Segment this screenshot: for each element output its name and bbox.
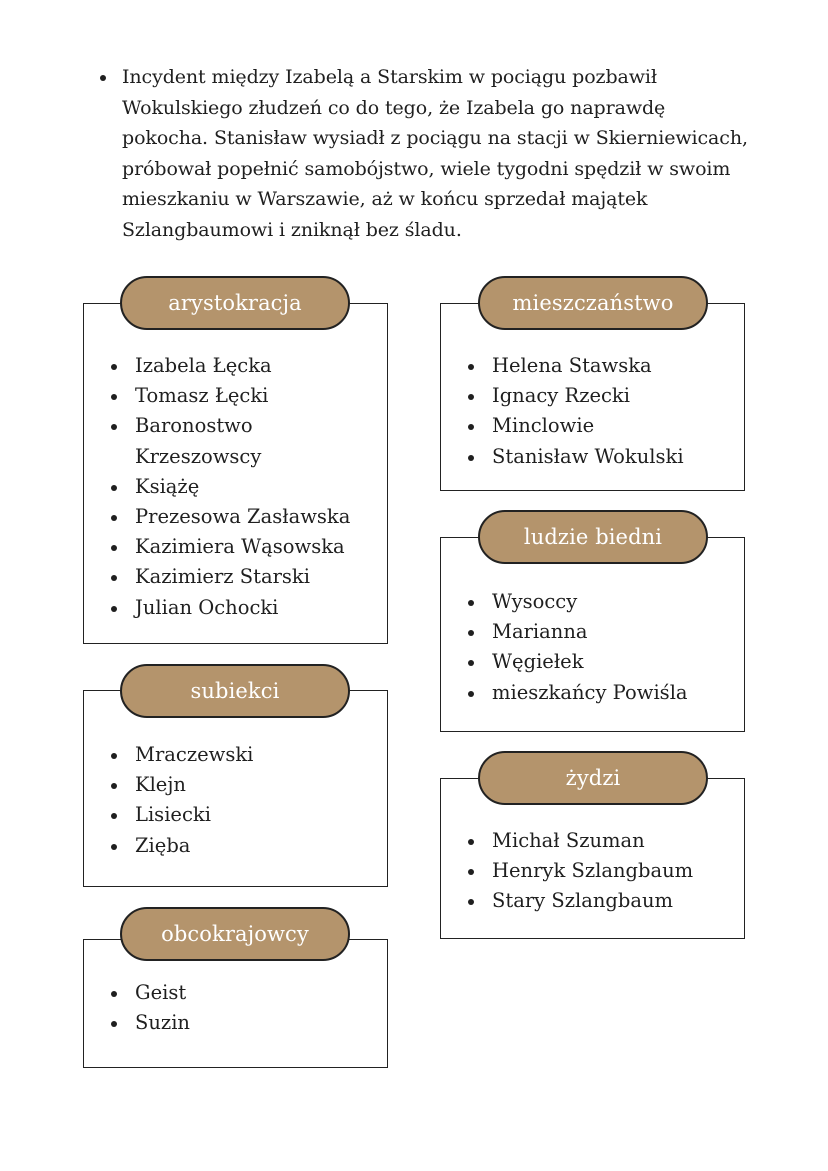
list-item: Helena Stawska bbox=[465, 351, 740, 381]
list-item: Książę bbox=[108, 472, 378, 502]
list-item: Julian Ochocki bbox=[108, 593, 378, 623]
group-items bbox=[465, 587, 740, 708]
group-items bbox=[108, 351, 378, 623]
list-item: Tomasz Łęcki bbox=[108, 381, 378, 411]
list-item: Baronostwo Krzeszowscy bbox=[108, 411, 285, 471]
list-item: Kazimierz Starski bbox=[108, 562, 378, 592]
list-item: Mraczewski bbox=[108, 740, 378, 770]
group-title-pill: subiekci bbox=[120, 664, 350, 718]
group-title-pill: mieszczaństwo bbox=[478, 276, 708, 330]
list-item: Prezesowa Zasławska bbox=[108, 502, 378, 532]
list-item: Wysoccy bbox=[465, 587, 740, 617]
list-item: Michał Szuman bbox=[465, 826, 740, 856]
group-items bbox=[465, 351, 740, 472]
group-items bbox=[108, 740, 378, 861]
list-item: Węgiełek bbox=[465, 647, 740, 677]
list-item: Lisiecki bbox=[108, 800, 378, 830]
list-item: Klejn bbox=[108, 770, 378, 800]
list-item: Minclowie bbox=[465, 411, 740, 441]
list-item: Henryk Szlangbaum bbox=[465, 856, 740, 886]
group-title-pill: ludzie biedni bbox=[478, 510, 708, 564]
group-items bbox=[108, 978, 378, 1038]
group-items bbox=[465, 826, 740, 917]
intro-paragraph: Incydent między Izabelą a Starskim w pociągu pozbawił Wokulskiego złudzeń co do tego, że Izabela go naprawdę pokocha. Stanisław wysiadł z pociągu na stacji w Skierniewicach, próbował popełnić samobójstwo, wiele tygodni spędził w swoim mieszkaniu w Warszawie, aż w końcu sprzedał majątek Szlangbaumowi i zniknął bez śladu. bbox=[98, 62, 748, 245]
list-item: Ignacy Rzecki bbox=[465, 381, 740, 411]
list-item: Marianna bbox=[465, 617, 740, 647]
list-item: mieszkańcy Powiśla bbox=[465, 678, 740, 708]
list-item: Stary Szlangbaum bbox=[465, 886, 740, 916]
group-title-pill: obcokrajowcy bbox=[120, 907, 350, 961]
intro-paragraph-list bbox=[98, 62, 748, 245]
list-item: Izabela Łęcka bbox=[108, 351, 378, 381]
list-item: Zięba bbox=[108, 831, 378, 861]
list-item: Kazimiera Wąsowska bbox=[108, 532, 378, 562]
list-item: Stanisław Wokulski bbox=[465, 442, 740, 472]
list-item: Suzin bbox=[108, 1008, 378, 1038]
group-title-pill: arystokracja bbox=[120, 276, 350, 330]
group-title-pill: żydzi bbox=[478, 751, 708, 805]
list-item: Geist bbox=[108, 978, 378, 1008]
